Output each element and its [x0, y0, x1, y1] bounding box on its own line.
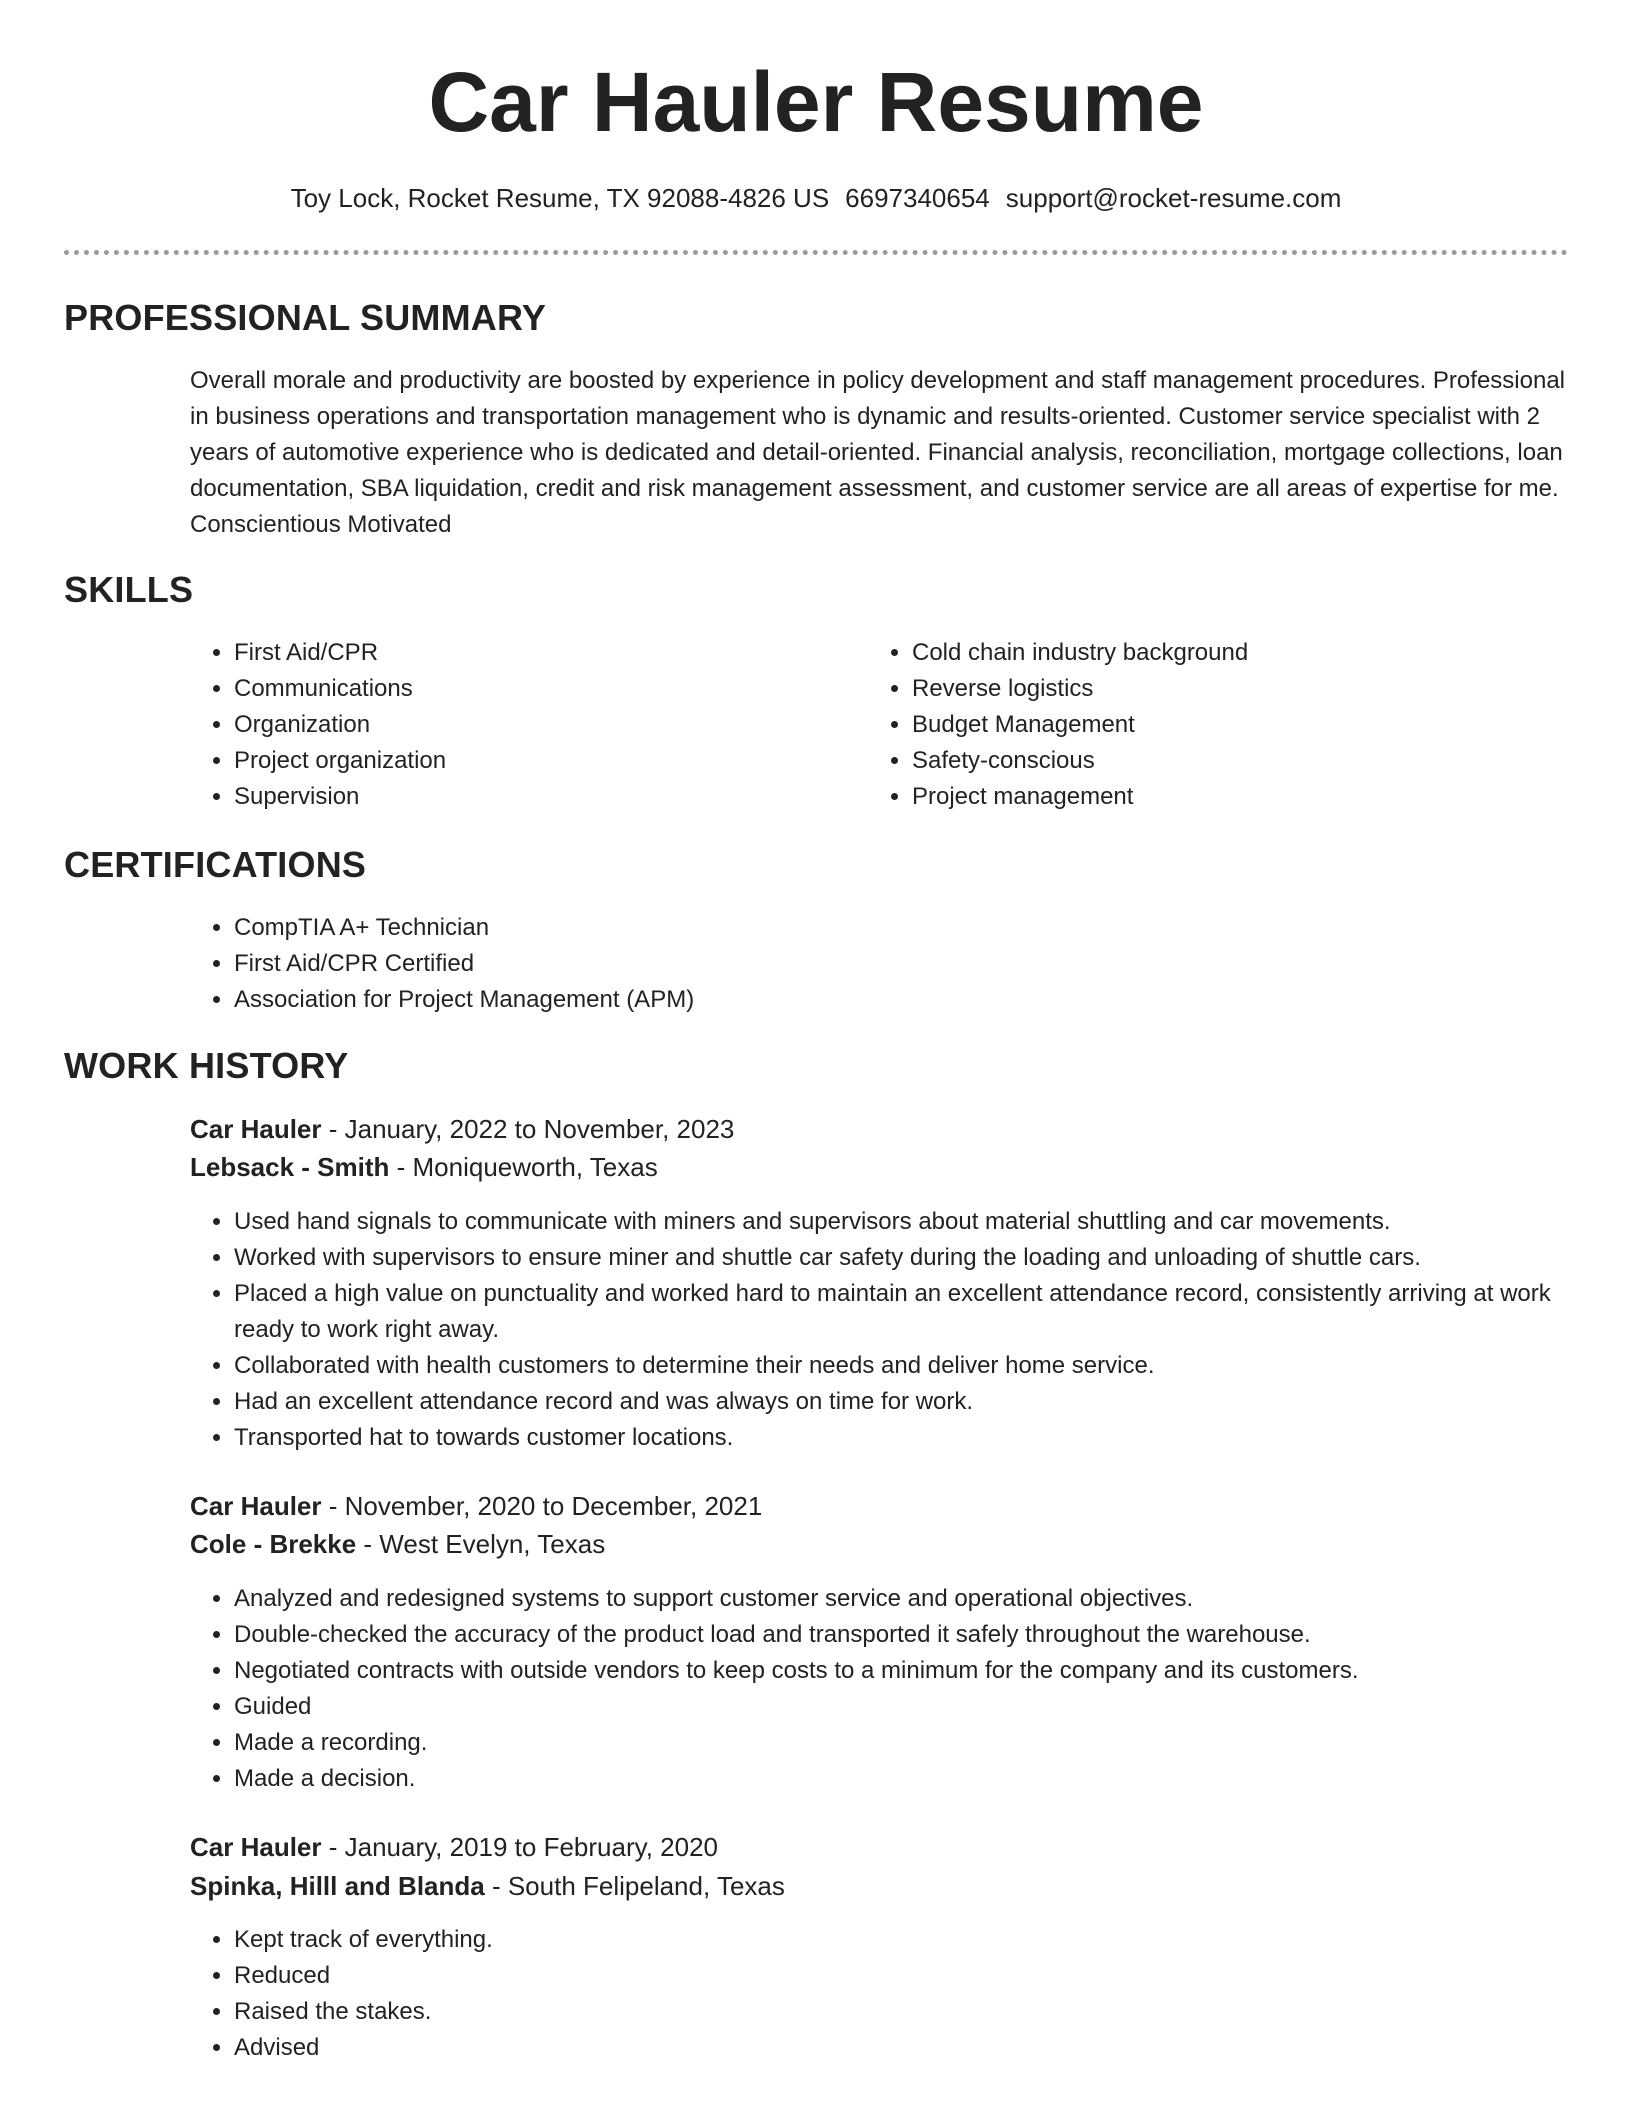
certification-item: • First Aid/CPR Certified: [234, 946, 1534, 982]
work-history-heading: WORK HISTORY: [64, 1045, 349, 1086]
job-title: Car Hauler: [190, 1491, 322, 1521]
job-bullet: • Negotiated contracts with outside vendors to keep costs to a minimum for the company and its customers.: [234, 1653, 1614, 1689]
job-company: Cole - Brekke: [190, 1529, 357, 1559]
job-bullet: • Collaborated with health customers to determine their needs and deliver home service.: [234, 1348, 1614, 1384]
job-bullet: • Guided: [234, 1689, 1614, 1725]
skills-heading: SKILLS: [64, 569, 194, 610]
skill-item: • Project management: [912, 779, 1552, 815]
job-bullet: • Kept track of everything.: [234, 1922, 1614, 1958]
job-bullet: • Made a decision.: [234, 1761, 1614, 1797]
skill-item: • Organization: [234, 707, 874, 743]
job-bullet: • Transported hat to towards customer locations.: [234, 1420, 1614, 1456]
job-title-line: [190, 1110, 734, 1148]
job-title-line: [190, 1828, 718, 1866]
job-location: - West Evelyn, Texas: [356, 1529, 606, 1559]
job-dates: - January, 2022 to November, 2023: [321, 1114, 735, 1144]
contact-email[interactable]: support@rocket-resume.com: [1005, 183, 1342, 213]
job-bullet: • Worked with supervisors to ensure miner and shuttle car safety during the loading and unloading of shuttle cars.: [234, 1240, 1614, 1276]
summary-heading: PROFESSIONAL SUMMARY: [64, 297, 547, 338]
job-bullet: • Double-checked the accuracy of the product load and transported it safely throughout the warehouse.: [234, 1617, 1614, 1653]
contact-phone: 6697340654: [845, 183, 990, 213]
job-bullets: [190, 1581, 1614, 1797]
skill-item: • Communications: [234, 671, 874, 707]
resume-title: Car Hauler Resume: [428, 55, 1204, 149]
job-dates: - November, 2020 to December, 2021: [321, 1491, 763, 1521]
job-company-line: [190, 1148, 658, 1186]
header-divider: [64, 250, 1568, 255]
job-bullets: [190, 1922, 1614, 2066]
job-company: Lebsack - Smith: [190, 1152, 390, 1182]
skill-item: • Budget Management: [912, 707, 1552, 743]
certification-item: • Association for Project Management (APM): [234, 982, 1534, 1018]
certification-item: • CompTIA A+ Technician: [234, 910, 1534, 946]
job-bullet: • Made a recording.: [234, 1725, 1614, 1761]
certifications-heading: CERTIFICATIONS: [64, 844, 367, 885]
contact-line: [0, 180, 1632, 216]
job-company: Spinka, Hilll and Blanda: [190, 1871, 485, 1901]
skill-item: • Safety-conscious: [912, 743, 1552, 779]
job-bullet: • Raised the stakes.: [234, 1994, 1614, 2030]
job-bullet: • Used hand signals to communicate with miners and supervisors about material shuttling and car movements.: [234, 1204, 1614, 1240]
job-bullet: • Advised: [234, 2030, 1614, 2066]
job-title: Car Hauler: [190, 1114, 322, 1144]
skill-item: • Project organization: [234, 743, 874, 779]
job-bullet: • Reduced: [234, 1958, 1614, 1994]
job-location: - Moniqueworth, Texas: [389, 1152, 658, 1182]
skill-item: • Supervision: [234, 779, 874, 815]
skills-list-left: [190, 635, 874, 815]
job-bullet: • Had an excellent attendance record and was always on time for work.: [234, 1384, 1614, 1420]
skill-item: • Cold chain industry background: [912, 635, 1552, 671]
skill-item: • Reverse logistics: [912, 671, 1552, 707]
job-location: - South Felipeland, Texas: [484, 1871, 785, 1901]
job-title: Car Hauler: [190, 1832, 322, 1862]
skill-item: • First Aid/CPR: [234, 635, 874, 671]
job-title-line: [190, 1487, 762, 1525]
job-bullet: • Analyzed and redesigned systems to support customer service and operational objectives.: [234, 1581, 1614, 1617]
job-company-line: [190, 1867, 785, 1905]
skills-list-right: [868, 635, 1552, 815]
job-bullets: [190, 1204, 1614, 1456]
job-dates: - January, 2019 to February, 2020: [321, 1832, 718, 1862]
summary-text: Overall morale and productivity are boosted by experience in policy development and staff management procedures. Professional in business operations and transportation management who is dynamic and results-oriented. Customer service specialist with 2 years of automotive experience who is dedicated and detail-oriented. Financial analysis, reconciliation, mortgage collections, loan documentation, SBA liquidation, credit and risk management assessment, and customer service are all areas of expertise for me. Conscientious Motivated: [190, 367, 1565, 538]
certifications-list: [190, 910, 1534, 1018]
job-bullet: • Placed a high value on punctuality and worked hard to maintain an excellent attendance record, consistently arriving at work ready to work right away.: [234, 1276, 1614, 1348]
contact-address: Toy Lock, Rocket Resume, TX 92088-4826 US: [290, 183, 830, 213]
job-company-line: [190, 1525, 605, 1563]
